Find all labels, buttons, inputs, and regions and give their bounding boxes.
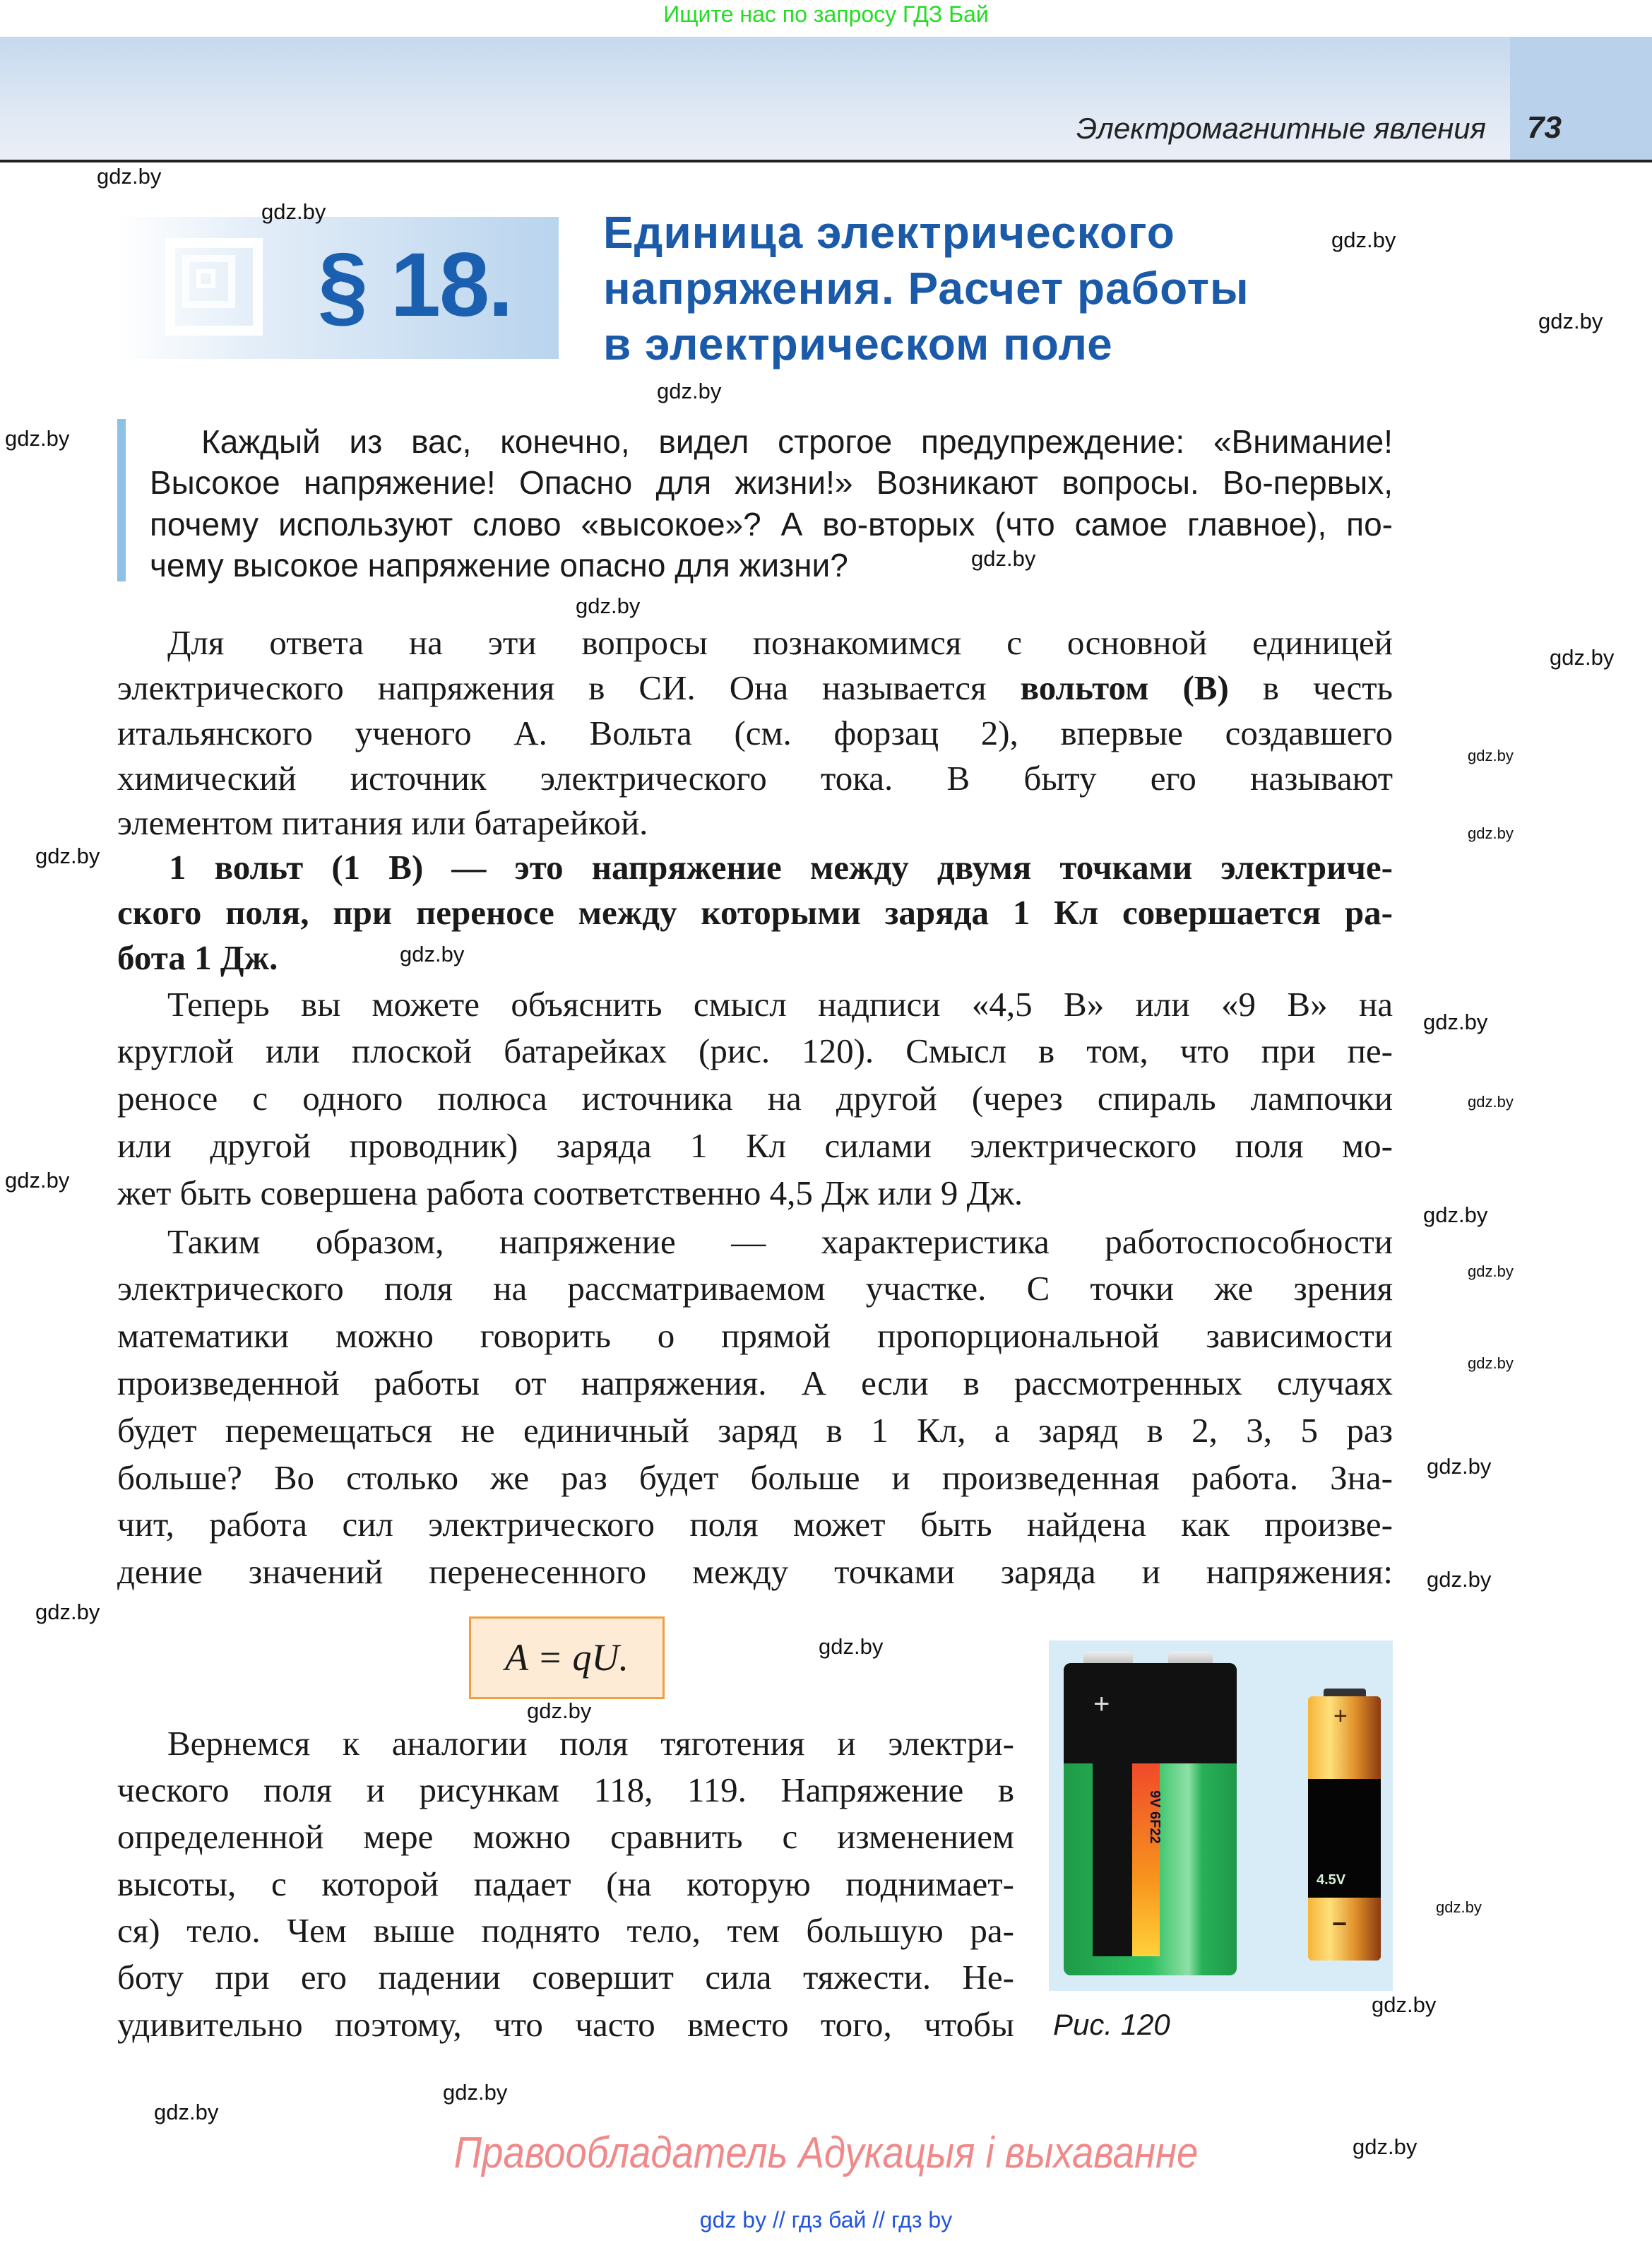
watermark: gdz.by: [443, 2080, 508, 2105]
p3-line: больше? Во столько же раз будет больше и произведенная работа. Зна-: [117, 1457, 1393, 1497]
intro-accent-bar: [117, 419, 126, 581]
watermark: gdz.by: [527, 1698, 592, 1723]
battery-9v-label: 9V 6F22: [1147, 1790, 1163, 1844]
figure-caption: Рис. 120: [1053, 2008, 1170, 2041]
watermark: gdz.by: [1468, 1093, 1514, 1111]
figure-batteries: [1049, 1640, 1393, 1991]
watermark: gdz.by: [576, 593, 641, 618]
p2-line: реносе с одного полюса источника на другой (через спираль лампочки: [117, 1079, 1393, 1118]
p3-line: Таким образом, напряжение — характеристика работоспособности: [167, 1222, 1393, 1261]
p2-line: Теперь вы можете объяснить смысл надписи «4,5 В» или «9 В» на: [167, 984, 1393, 1024]
p4-line: боту при его падении совершит сила тяжести. Не-: [117, 1958, 1014, 1997]
p3-line: чит, работа сил электрического поля может быть найдена как произве-: [117, 1505, 1393, 1544]
watermark: gdz.by: [261, 199, 326, 224]
watermark: gdz.by: [1353, 2134, 1418, 2159]
page-number: 73: [1527, 110, 1562, 145]
chapter-title: Электромагнитные явления: [1076, 112, 1486, 145]
watermark: gdz.by: [35, 844, 100, 868]
watermark: gdz.by: [5, 1168, 70, 1193]
p4-line: удивительно поэтому, что часто вместо того, чтобы: [117, 2004, 1014, 2044]
formula-box: A = qU.: [469, 1616, 665, 1699]
section-title-line: Единица электрического: [603, 207, 1175, 258]
p3-line: электрического поля на рассматриваемом участке. С точки же зрения: [117, 1269, 1393, 1308]
p1-line: итальянского ученого А. Вольта (см. форзац 2), впервые создавшего: [117, 713, 1393, 752]
plus-icon: +: [1333, 1703, 1348, 1729]
p2-line: жет быть совершена работа соответственно 4,5 Дж или 9 Дж.: [117, 1173, 1023, 1212]
p3-line: дение значений перенесенного между точками заряда и напряжения:: [117, 1552, 1393, 1592]
watermark: gdz.by: [1550, 645, 1615, 670]
text-segment: электрического напряжения в СИ. Она называется: [117, 668, 1021, 707]
p4-line: определенной мере можно сравнить с изменением: [117, 1817, 1014, 1857]
watermark: gdz.by: [1423, 1010, 1488, 1034]
p1-line: Для ответа на эти вопросы познакомимся с основной единицей: [167, 623, 1393, 663]
intro-line: Высокое напряжение! Опасно для жизни!» Возникают вопросы. Во-первых,: [150, 464, 1393, 502]
watermark: gdz.by: [819, 1634, 884, 1659]
p1-line: элементом питания или батарейкой.: [117, 803, 648, 843]
p4-line: ческого поля и рисункам 118, 119. Напряжение в: [117, 1770, 1014, 1810]
watermark: gdz.by: [1468, 1263, 1514, 1280]
p4-line: ся) тело. Чем выше поднято тело, тем большую ра-: [117, 1911, 1014, 1951]
p3-line: будет перемещаться не единичный заряд в 1 Кл, а заряд в 2, 3, 5 раз: [117, 1410, 1393, 1450]
p3-line: произведенной работы от напряжения. А если в рассмотренных случаях: [117, 1364, 1393, 1402]
section-title-line: напряжения. Расчет работы: [603, 263, 1249, 314]
p2-line: или другой проводник) заряда 1 Кл силами электрического поля мо-: [117, 1126, 1393, 1165]
watermark: gdz.by: [1331, 227, 1396, 252]
watermark: gdz.by: [1436, 1898, 1482, 1916]
p2-line: круглой или плоской батарейках (рис. 120). Смысл в том, что при пе-: [117, 1031, 1393, 1071]
p1-line: химический источник электрического тока. В быту его называют: [117, 758, 1393, 798]
p4-line: Вернемся к аналогии поля тяготения и электри-: [167, 1723, 1014, 1763]
watermark: gdz.by: [1372, 1992, 1437, 2017]
watermark: gdz.by: [5, 426, 70, 451]
minus-icon: −: [1332, 1909, 1348, 1938]
p1-line: [117, 666, 1393, 711]
p3-line: математики можно говорить о прямой пропорциональной зависимости: [117, 1316, 1393, 1356]
intro-line: Каждый из вас, конечно, видел строгое предупреждение: «Внимание!: [201, 422, 1393, 460]
battery-aa: [1308, 1689, 1381, 1961]
concentric-squares-icon: [165, 238, 263, 336]
intro-line: чему высокое напряжение опасно для жизни?: [150, 547, 848, 584]
watermark: gdz.by: [1427, 1454, 1492, 1479]
footer-links[interactable]: gdz by // гдз бай // гдз by: [699, 2207, 953, 2233]
definition-line: 1 вольт (1 В) — это напряжение между двумя точками электриче-: [169, 848, 1393, 887]
intro-line: почему используют слово «высокое»? А во-вторых (что самое главное), по-: [150, 505, 1393, 543]
header-rule: [0, 160, 1652, 162]
watermark: gdz.by: [154, 2100, 219, 2124]
watermark: gdz.by: [35, 1600, 100, 1624]
text-segment: в честь: [1228, 668, 1393, 707]
copyright-notice: Правообладатель Адукацыя і выхаванне: [453, 2129, 1199, 2177]
watermark: gdz.by: [1468, 747, 1514, 764]
watermark: gdz.by: [1468, 824, 1514, 842]
watermark: gdz.by: [1468, 1354, 1514, 1372]
definition-line: бота 1 Дж.: [117, 938, 278, 977]
plus-icon: +: [1093, 1689, 1110, 1720]
term-bold: вольтом (В): [1020, 668, 1229, 707]
p4-line: высоты, с которой падает (на которую поднимает-: [117, 1864, 1014, 1903]
watermark: gdz.by: [97, 164, 162, 189]
section-title-line: в электрическом поле: [603, 319, 1113, 369]
definition-line: ского поля, при переносе между которыми заряда 1 Кл совершается ра-: [117, 892, 1393, 932]
watermark: gdz.by: [400, 942, 465, 966]
watermark: gdz.by: [1538, 309, 1603, 333]
watermark: gdz.by: [1427, 1567, 1492, 1592]
watermark: gdz.by: [1423, 1202, 1488, 1227]
section-number: § 18.: [318, 235, 512, 336]
search-hint: Ищите нас по запросу ГДЗ Бай: [663, 1, 989, 27]
watermark: gdz.by: [657, 379, 722, 403]
battery-9v: [1064, 1663, 1237, 1975]
watermark: gdz.by: [971, 546, 1036, 571]
battery-aa-label: 4.5V: [1317, 1872, 1346, 1888]
